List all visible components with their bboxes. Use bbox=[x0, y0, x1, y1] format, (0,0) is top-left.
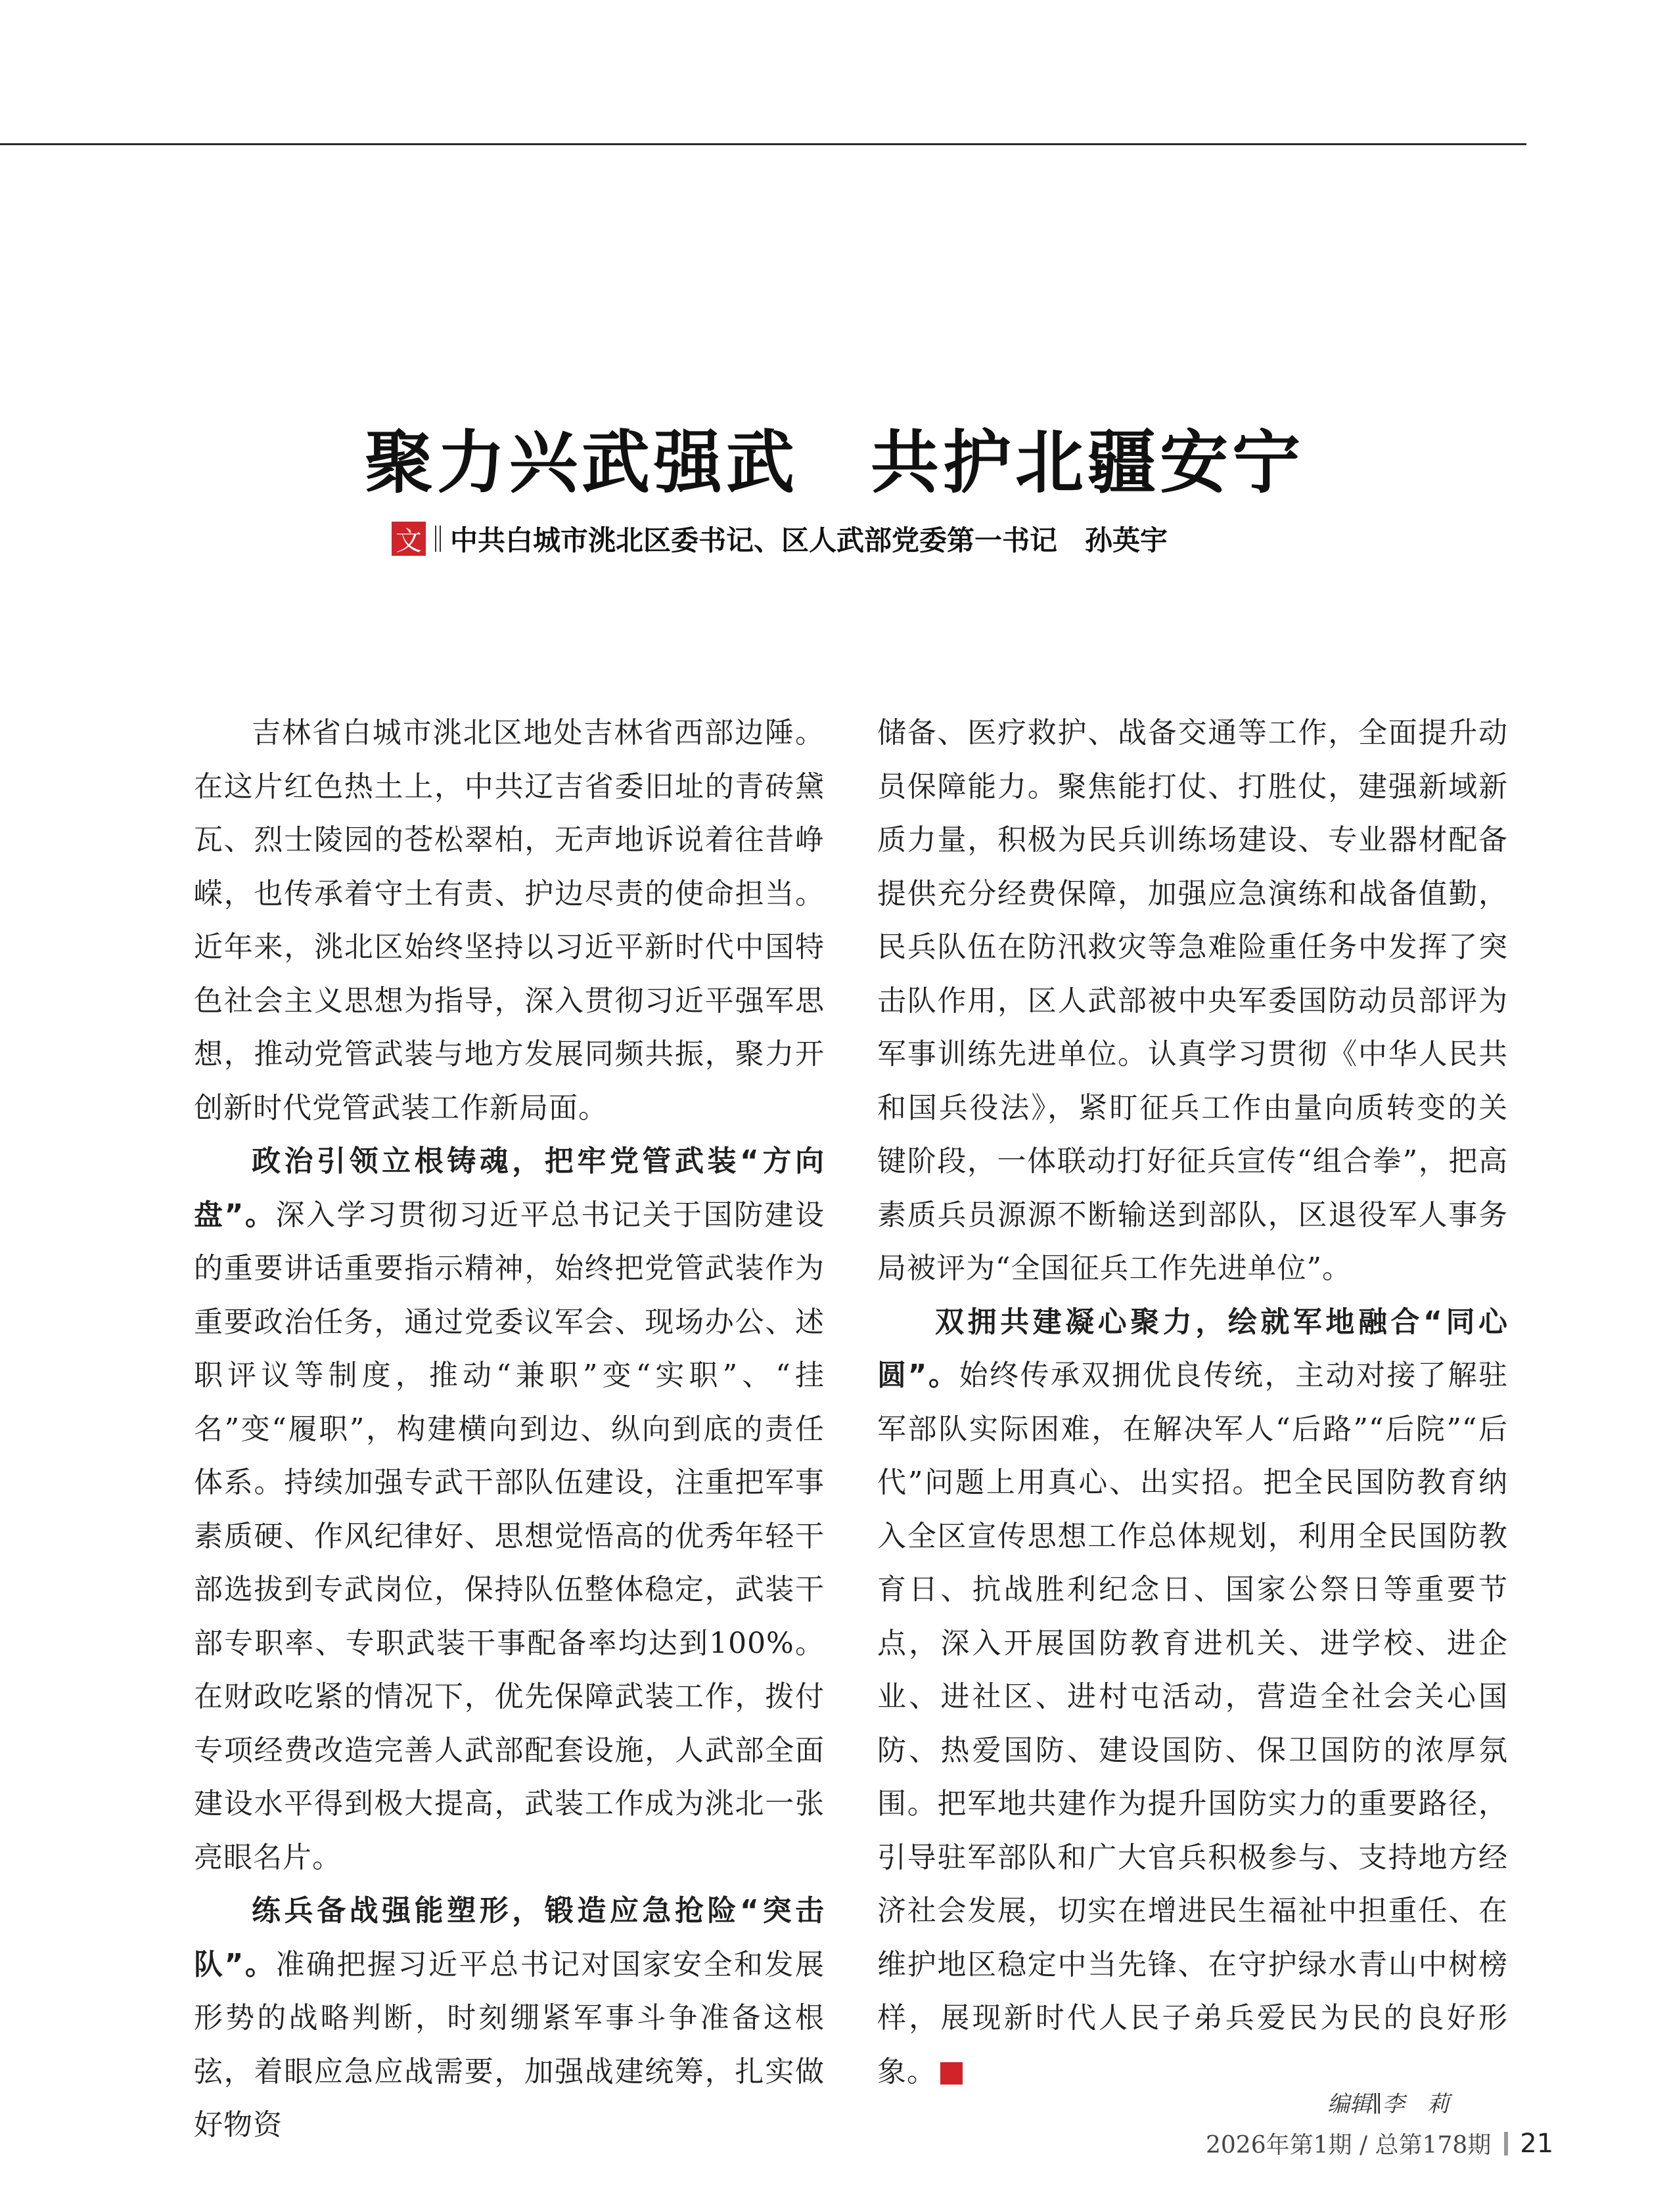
byline-separator bbox=[435, 526, 441, 552]
page-number: 21 bbox=[1520, 2128, 1554, 2159]
paragraph-intro bbox=[194, 706, 825, 1135]
paragraph-training bbox=[194, 1884, 825, 2152]
end-of-article-icon: G bbox=[940, 2062, 963, 2085]
section-heading: 双拥共建凝心聚力，绘就军地融合“同心圆”。 bbox=[877, 1305, 1508, 1392]
paragraph-training-continued bbox=[877, 706, 1508, 1296]
paragraph-text: 准确把握习近平总书记对国家安全和发展形势的战略判断，时刻绷紧军事斗争准备这根弦，着眼应急应战需要，加强战建统筹，扎实做好物资 bbox=[194, 1947, 825, 2142]
section-heading: 练兵备战强能塑形，锻造应急抢险“突击队”。 bbox=[194, 1894, 825, 1981]
page-footer bbox=[1206, 2127, 1553, 2160]
issue-info: 2026年第1期 / 总第178期 bbox=[1206, 2132, 1492, 2159]
byline bbox=[392, 519, 1168, 558]
header-rule bbox=[0, 143, 1526, 145]
paragraph-text: 深入学习贯彻习近平总书记关于国防建设的重要讲话重要指示精神，始终把党管武装作为重要政治任务，通过党委议军会、现场办公、述职评议等制度，推动“兼职”变“实职”、“挂名”变“履职”，构建横向到边、纵向到底的责任体系。持续加强专武干部队伍建设，注重把军事素质硬、作风纪律好、思想觉悟高的优秀年轻干部选拔到专武岗位，保持队伍整体稳定，武装干部专职率、专职武装干事配备率均达到100%。在财政吃紧的情况下，优先保障武装工作，拨付专项经费改造完善人武部配套设施，人武部全面建设水平得到极大提高，武装工作成为洮北一张亮眼名片。 bbox=[194, 1198, 825, 1874]
author-line: 中共白城市洮北区委书记、区人武部党委第一书记 孙英宇 bbox=[450, 524, 1168, 556]
paragraph-text: 吉林省白城市洮北区地处吉林省西部边陲。在这片红色热土上，中共辽吉省委旧址的青砖黛瓦、烈士陵园的苍松翠柏，无声地诉说着往昔峥嵘，也传承着守土有责、护边尽责的使命担当。近年来，洮北区始终坚持以习近平新时代中国特色社会主义思想为指导，深入贯彻习近平强军思想，推动党管武装与地方发展同频共振，聚力开创新时代党管武装工作新局面。 bbox=[194, 716, 825, 1125]
text-badge-icon: 文 bbox=[392, 522, 426, 556]
folio-divider bbox=[1504, 2132, 1508, 2156]
section-heading: 政治引领立根铸魂，把牢党管武装“方向盘”。 bbox=[194, 1144, 825, 1232]
paragraph-political bbox=[194, 1135, 825, 1884]
left-column bbox=[194, 706, 825, 2152]
editor-credit: 编辑∥李 莉 bbox=[1327, 2091, 1450, 2117]
article-title: 聚力兴武强武 共护北疆安宁 bbox=[364, 422, 1304, 503]
paragraph-text: 始终传承双拥优良传统，主动对接了解驻军部队实际困难，在解决军人“后路”“后院”“后代”问题上用真心、出实招。把全民国防教育纳入全区宣传思想工作总体规划，利用全民国防教育日、抗战胜利纪念日、国家公祭日等重要节点，深入开展国防教育进机关、进学校、进企业、进社区、进村屯活动，营造全社会关心国防、热爱国防、建设国防、保卫国防的浓厚氛围。把军地共建作为提升国防实力的重要路径，引导驻军部队和广大官兵积极参与、支持地方经济社会发展，切实在增进民生福祉中担重任、在维护地区稳定中当先锋、在守护绿水青山中树榜样，展现新时代人民子弟兵爱民为民的良好形象。 bbox=[877, 1359, 1509, 2088]
right-column bbox=[877, 706, 1508, 2098]
paragraph-double-support bbox=[877, 1296, 1508, 2099]
paragraph-text: 储备、医疗救护、战备交通等工作，全面提升动员保障能力。聚焦能打仗、打胜仗，建强新域新质力量，积极为民兵训练场建设、专业器材配备提供充分经费保障，加强应急演练和战备值勤，民兵队伍在防汛救灾等急难险重任务中发挥了突击队作用，区人武部被中央军委国防动员部评为军事训练先进单位。认真学习贯彻《中华人民共和国兵役法》，紧盯征兵工作由量向质转变的关键阶段，一体联动打好征兵宣传“组合拳”，把高素质兵员源源不断输送到部队，区退役军人事务局被评为“全国征兵工作先进单位”。 bbox=[877, 716, 1508, 1285]
